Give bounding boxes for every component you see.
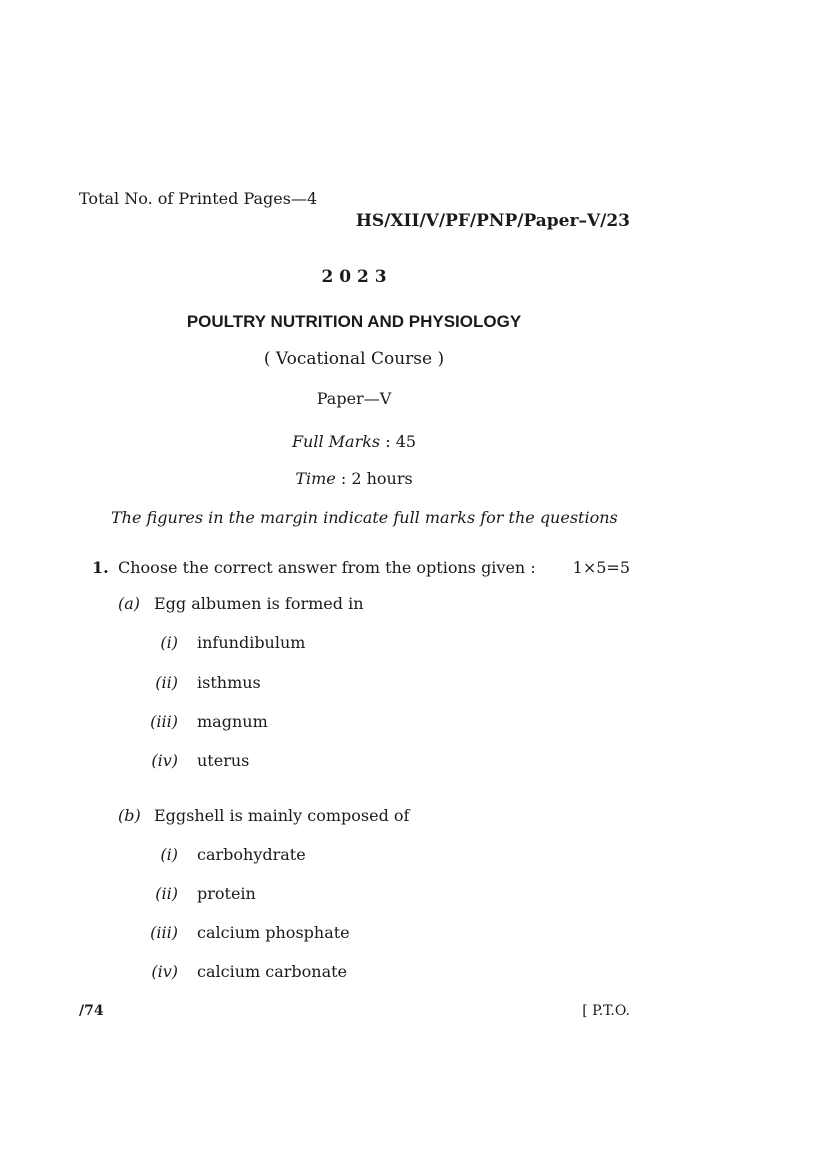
option-text: magnum xyxy=(197,712,268,731)
option-number: (ii) xyxy=(155,673,178,692)
option-text: calcium carbonate xyxy=(197,962,348,981)
subject-title: POULTRY NUTRITION AND PHYSIOLOGY xyxy=(186,312,522,331)
question-text: Choose the correct answer from the options given : xyxy=(118,558,536,577)
option-number: (iv) xyxy=(151,751,178,770)
time-allowed xyxy=(0,469,708,488)
full-marks-value: : 45 xyxy=(380,432,417,451)
part-text: Egg albumen is formed in xyxy=(154,594,364,613)
question-marks: 1×5=5 xyxy=(572,558,630,577)
option-number: (iii) xyxy=(150,712,178,731)
part-text: Eggshell is mainly composed of xyxy=(154,806,410,825)
printed-pages-count: Total No. of Printed Pages—4 xyxy=(79,189,318,208)
part-label: (a) xyxy=(118,594,141,613)
option-number: (iii) xyxy=(150,923,178,942)
option-number: (i) xyxy=(160,633,178,652)
option-text: isthmus xyxy=(197,673,261,692)
time-value: : 2 hours xyxy=(335,469,413,488)
option-text: uterus xyxy=(197,751,250,770)
paper-number: Paper—V xyxy=(316,389,392,408)
please-turn-over: [ P.T.O. xyxy=(582,1003,630,1019)
margin-instruction: The figures in the margin indicate full marks for the questions xyxy=(111,508,618,527)
option-number: (ii) xyxy=(155,884,178,903)
option-text: protein xyxy=(197,884,256,903)
paper-code: HS/XII/V/PF/PNP/Paper–V/23 xyxy=(355,211,630,231)
option-text: calcium phosphate xyxy=(197,923,350,942)
part-label: (b) xyxy=(118,806,141,825)
option-number: (i) xyxy=(160,845,178,864)
option-text: carbohydrate xyxy=(197,845,306,864)
question-number: 1. xyxy=(92,558,109,577)
full-marks-label: Full Marks xyxy=(291,432,381,451)
full-marks xyxy=(0,432,708,451)
exam-year: 2 0 2 3 xyxy=(321,267,387,287)
course-type: ( Vocational Course ) xyxy=(263,349,445,369)
time-label: Time xyxy=(295,469,336,488)
paper-serial-code: /74 xyxy=(79,1003,104,1019)
option-text: infundibulum xyxy=(197,633,306,652)
option-number: (iv) xyxy=(151,962,178,981)
